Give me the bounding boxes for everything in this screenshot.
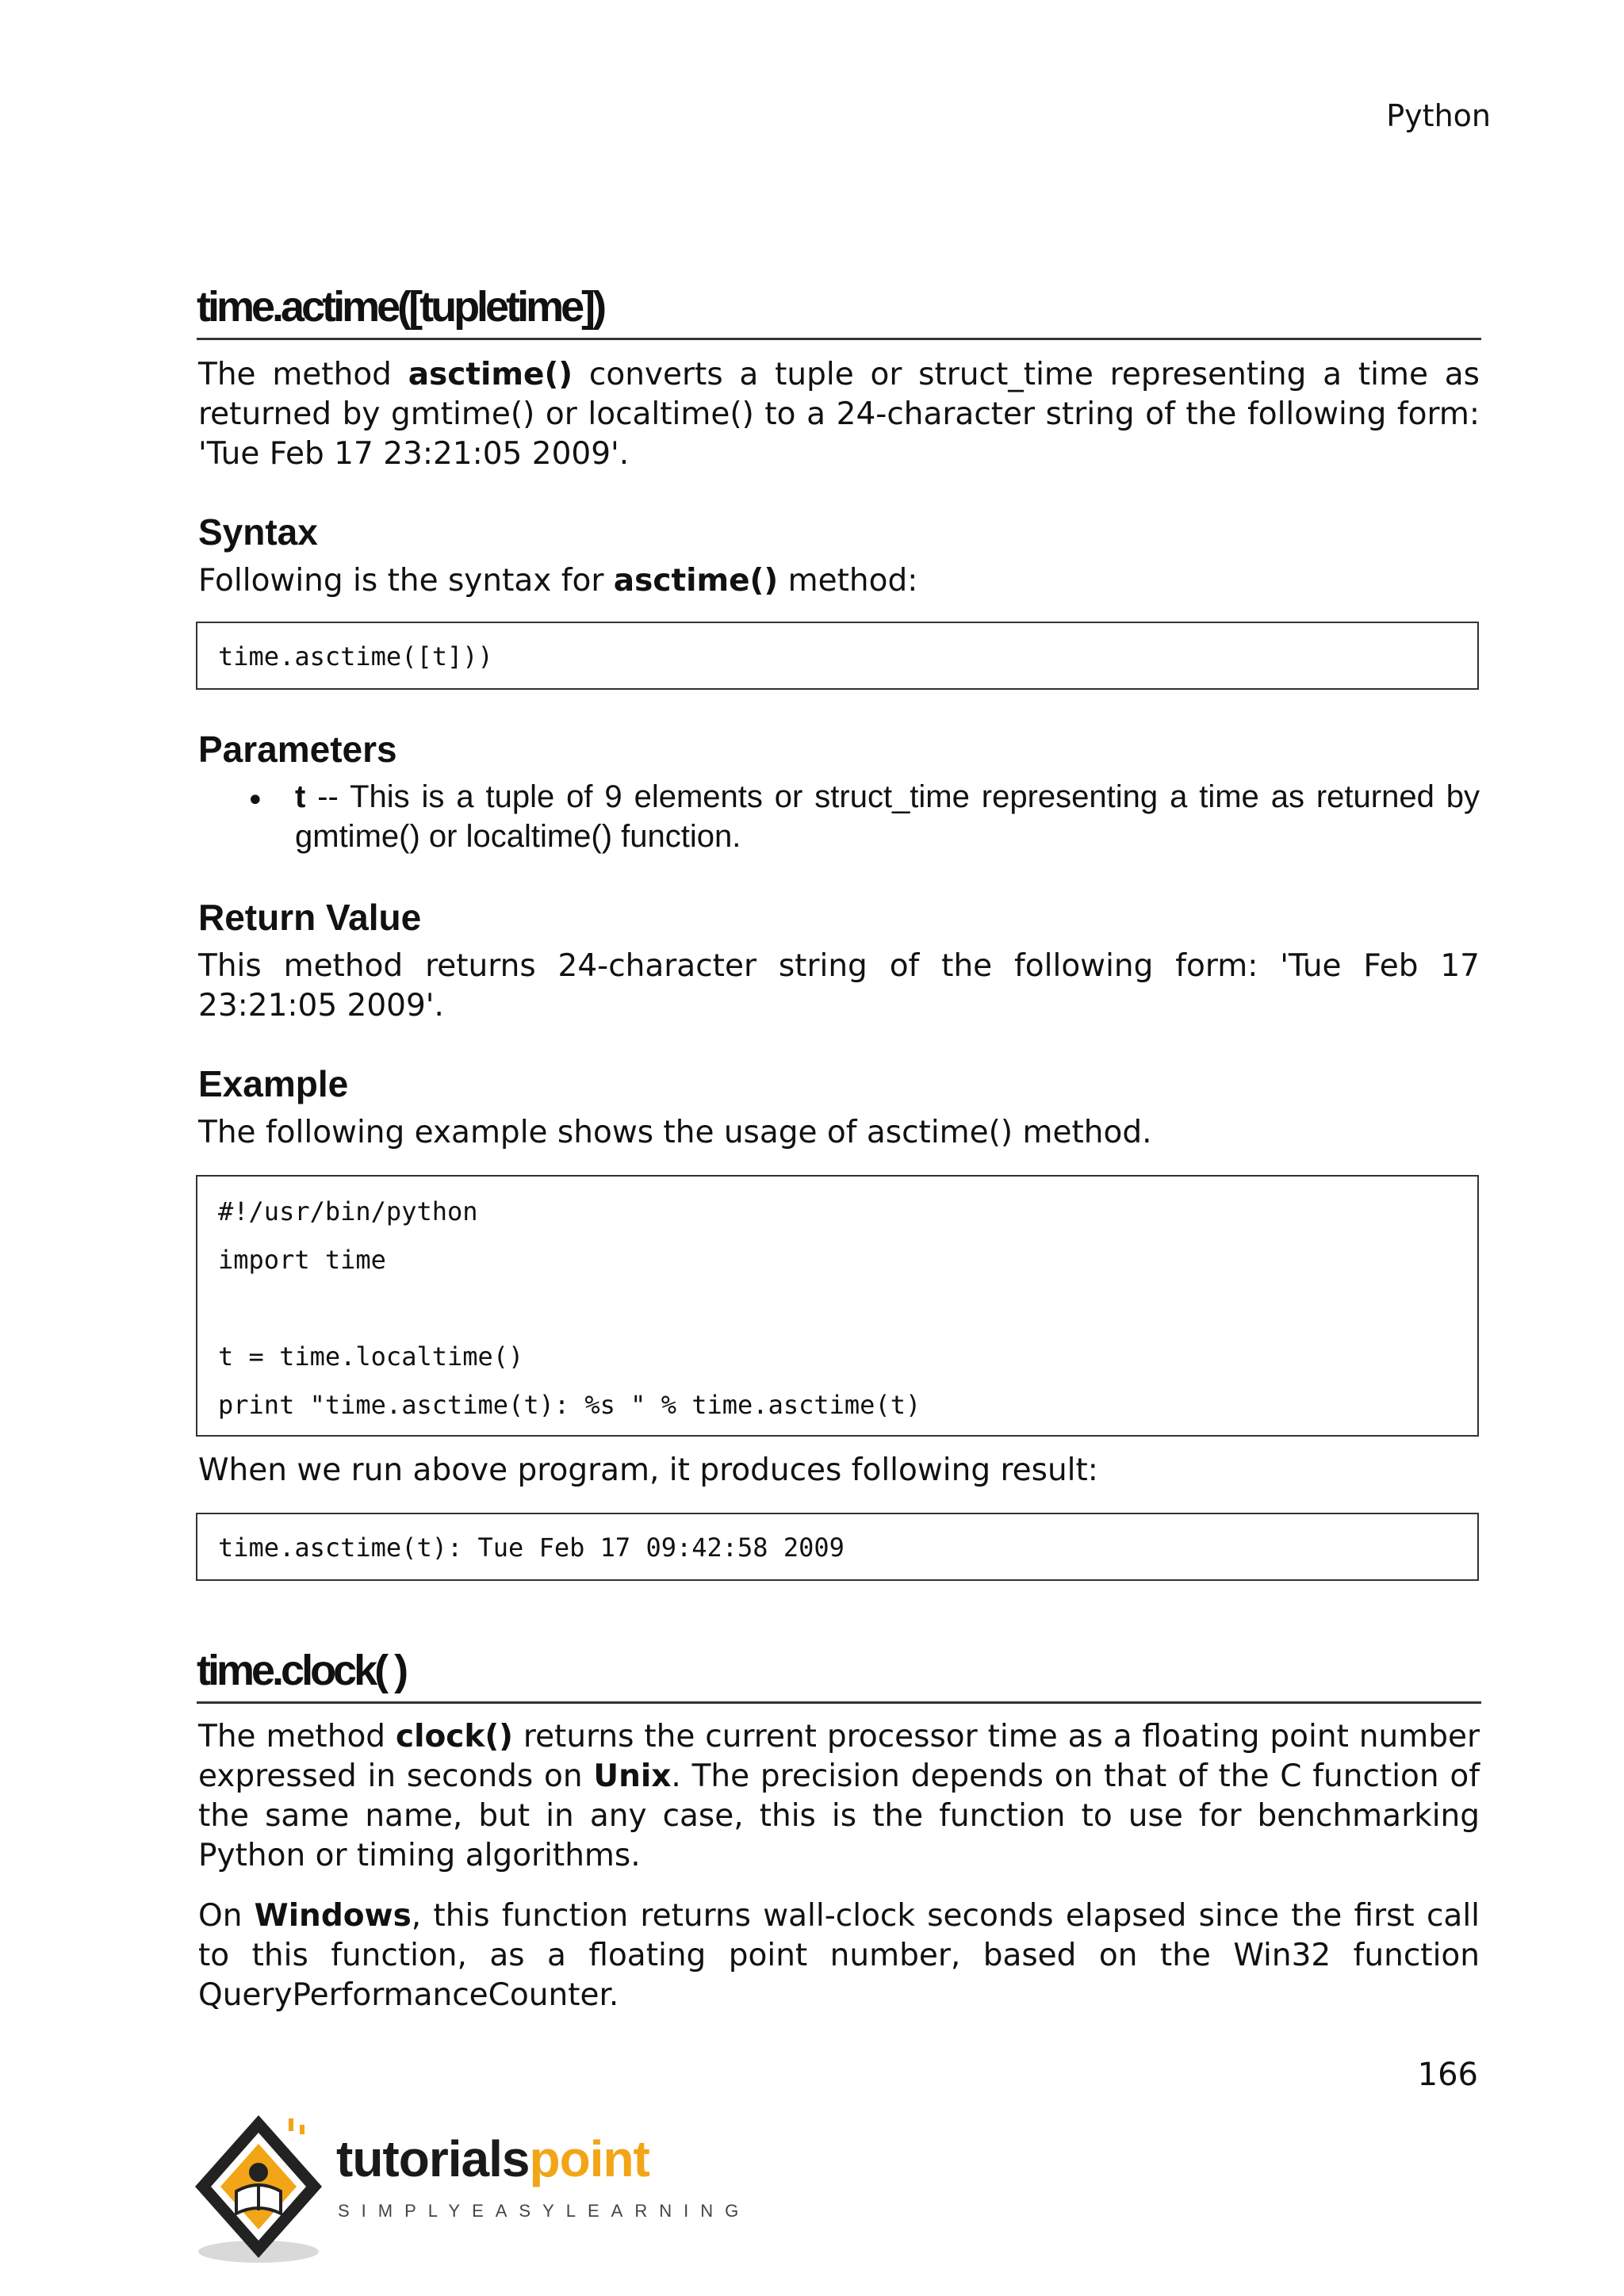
- unix-term: Unix: [593, 1758, 672, 1794]
- code-line: time.asctime(t): Tue Feb 17 09:42:58 2009: [218, 1533, 845, 1563]
- intro-method-name: asctime(): [408, 357, 573, 392]
- logo-word-point: point: [529, 2130, 649, 2187]
- clock-paragraph-2: [198, 1896, 1480, 2015]
- windows-text-after: , this function returns wall-clock seconds elapsed since the first call to this function, as a floating point number, based on the Win32 function QueryPerformanceCounter.: [198, 1898, 1480, 2013]
- section-title-asctime: time.actime([tupletime]): [197, 282, 1481, 340]
- parameter-name: t: [295, 779, 306, 814]
- windows-term: Windows: [254, 1898, 412, 1934]
- parameter-description: -- This is a tuple of 9 elements or struct_time representing a time as returned by gmtime() or localtime() function.: [295, 779, 1480, 854]
- clock-method-name: clock(): [395, 1719, 513, 1755]
- intro-text-before: The method: [198, 357, 408, 392]
- result-code-block: [196, 1513, 1479, 1581]
- logo-word-tutorials: tutorials: [336, 2130, 530, 2187]
- code-line: [218, 1284, 1477, 1333]
- code-line: import time: [218, 1245, 386, 1275]
- logo-emblem-icon: [195, 2109, 338, 2267]
- example-heading: Example: [198, 1063, 349, 1104]
- clock-text-middle: returns the current processor time as a floating point number expressed in seconds on: [198, 1719, 1480, 1794]
- code-line: #!/usr/bin/python: [218, 1196, 478, 1226]
- logo-tagline: SIMPLYEASYLEARNING: [338, 2201, 751, 2221]
- clock-text-after: . The precision depends on that of the C function of the same name, but in any case, this is the function to use for benchmarking Python or timing algorithms.: [198, 1758, 1480, 1873]
- intro-text-after: converts a tuple or struct_time representing a time as returned by gmtime() or localtime() to a 24-character string of the following form: 'Tue Feb 17 23:21:05 2009'.: [198, 357, 1480, 472]
- syntax-method-name: asctime(): [613, 563, 779, 599]
- syntax-text-after: method:: [778, 563, 918, 599]
- logo-wordmark: [336, 2130, 649, 2188]
- windows-text-before: On: [198, 1898, 255, 1934]
- clock-text-before: The method: [198, 1719, 396, 1755]
- clock-paragraph-1: [198, 1717, 1480, 1876]
- example-code-block: [196, 1175, 1479, 1437]
- syntax-text-before: Following is the syntax for: [198, 563, 614, 599]
- syntax-heading: Syntax: [198, 511, 318, 553]
- tutorialspoint-logo: [195, 2109, 751, 2267]
- running-header: Python: [1386, 98, 1491, 133]
- return-value-heading: Return Value: [198, 897, 422, 938]
- bullet-marker: •: [246, 783, 265, 819]
- code-line: print "time.asctime(t): %s " % time.asctime(t): [218, 1390, 921, 1420]
- code-line: t = time.localtime(): [218, 1341, 524, 1372]
- parameter-item: [295, 777, 1480, 856]
- example-paragraph: The following example shows the usage of asctime() method.: [198, 1115, 1152, 1150]
- syntax-paragraph: [198, 561, 1480, 601]
- section-title-clock: time.clock( ): [197, 1646, 1481, 1704]
- syntax-code-block: [196, 622, 1479, 690]
- result-intro-paragraph: When we run above program, it produces following result:: [198, 1452, 1098, 1488]
- asctime-intro-paragraph: [198, 355, 1480, 474]
- parameters-heading: Parameters: [198, 729, 397, 770]
- page-number: 166: [1417, 2057, 1478, 2093]
- code-line: time.asctime([t])): [218, 641, 493, 672]
- return-value-paragraph: This method returns 24-character string of the following form: 'Tue Feb 17 23:21:05 2009'.: [198, 948, 1480, 1024]
